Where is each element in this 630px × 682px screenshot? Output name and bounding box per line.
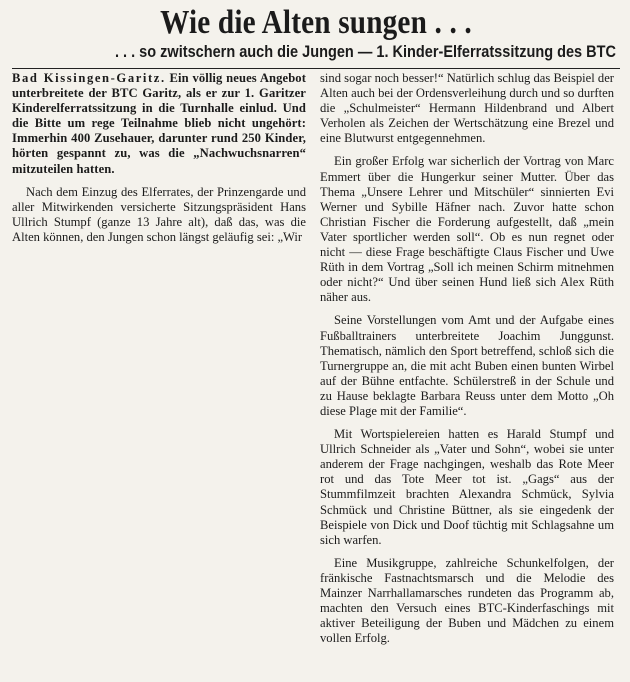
body-paragraph-6: Eine Musikgruppe, zahlreiche Schunkelfolgen, der fränkische Fastnachtsmarsch und die Melodie des Mainzer Narrhallamarsches rundeten das Programm ab, machten den Versuch eines BTC-Kinderfaschings mit aktiver Beteiligung der Buben und Mädchen zu einem vollen Erfolg. bbox=[320, 555, 614, 646]
body-paragraph-3: Ein großer Erfolg war sicherlich der Vortrag von Marc Emmert über die Hungerkur seiner Mutter. Über das Thema „Unsere Lehrer und Mitschüler“ sinnierten Evi Werner und Sybille Häfner nach. Zuvor hatte schon Christian Fischer die Forderung aufgestellt, daß „mein Vater sportlicher werden soll“. Ob es nun regnet oder nicht — diese Frage beschäftigte Claus Fischer und Uwe Rüth in dem Vortrag „Soll ich meinen Schirm mitnehmen oder nicht?“ Und über seinen Hund ließ sich Alex Rüth näher aus. bbox=[320, 154, 614, 305]
body-paragraph-5: Mit Wortspielereien hatten es Harald Stumpf und Ullrich Schneider als „Vater und Sohn“, wobei sie unter anderem der Frage nachgingen, weshalb das Rote Meer rot und das Tote Meer tot ist. „Gags“ aus der Stummfilmzeit brachten Alexandra Schmück, Sylvia Schmück und Christine Büttner, als sie eingedenk der Beispiele von Dick und Doof tüchtig mit Schlagsahne um sich warfen. bbox=[320, 427, 614, 547]
header-rule bbox=[12, 68, 620, 69]
column-right bbox=[320, 71, 614, 654]
lead-paragraph bbox=[12, 71, 306, 177]
article-columns bbox=[12, 71, 620, 654]
column-left bbox=[12, 71, 306, 654]
body-paragraph-2: sind sogar noch besser!“ Natürlich schlug das Beispiel der Alten auch bei der Ordensverleihung durch und so durften die „Schulmeister“ Hermann Hildenbrand und Albert Verholen als Zeichen der Wertschätzung eine Brezel und eine Blutwurst entgegennehmen. bbox=[320, 71, 614, 146]
dateline: Bad Kissingen-Garitz. bbox=[12, 71, 166, 85]
headline: Wie die Alten sungen . . . bbox=[160, 4, 472, 41]
body-paragraph-4: Seine Vorstellungen vom Amt und der Aufgabe eines Fußballtrainers unterbreitete Joachim Junggunst. Thematisch, nämlich den Sport betreffend, schloß sich die Turnergruppe an, die mit acht Buben einen bunten Wirbel auf der Bühne entfachte. Schülerstreß in der Schule und zu Hause beklagte Barbara Reuss unter dem Motto „Oh diese Plage mit der Familie“. bbox=[320, 313, 614, 418]
subheadline: . . . so zwitschern auch die Jungen — 1. Kinder-Elferratssitzung des BTC bbox=[114, 43, 616, 61]
body-paragraph-1: Nach dem Einzug des Elferrates, der Prinzengarde und aller Mitwirkenden versicherte Sitzungspräsident Hans Ullrich Stumpf (ganze 13 Jahre alt), daß das, was die Alten können, den Jungen schon längst geläufig sei: „Wir bbox=[12, 184, 306, 244]
lead-text: Ein völlig neues Angebot unterbreitete der BTC Garitz, als er zur 1. Garitzer Kinderelferratssitzung in die Turnhalle einlud. Und die Bitte um rege Teilnahme blieb nicht ungehört: Immerhin 400 Zusehauer, darunter rund 250 Kinder, hörten gespannt zu, was die „Nachwuchsnarren“ mitzuteilen hatten. bbox=[12, 71, 306, 176]
